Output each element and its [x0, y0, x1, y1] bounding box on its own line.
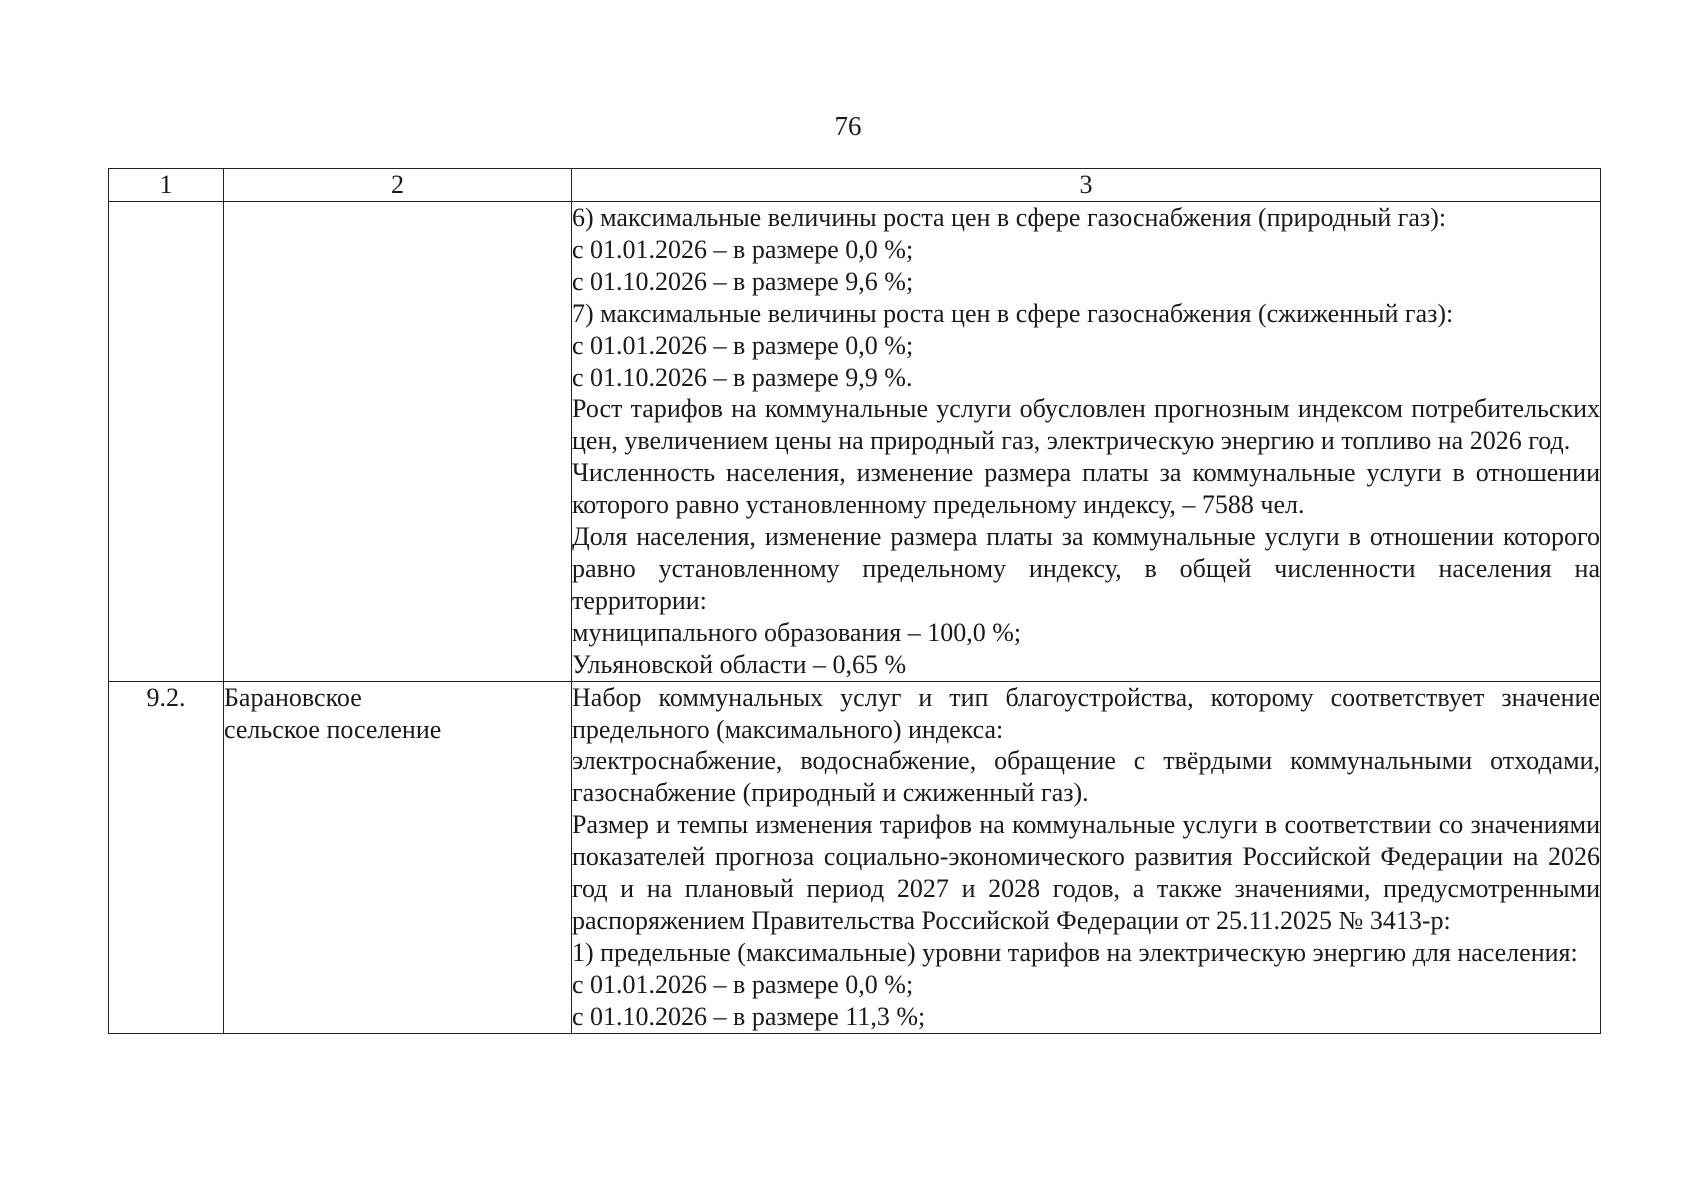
settlement-name-cell: [224, 202, 572, 682]
gas-natural-jan: с 01.01.2026 – в размере 0,0 %;: [572, 234, 914, 264]
tariff-rates-paragraph: Размер и темпы изменения тарифов на коммунальные услуги в соответствии со значениями показателей прогноза социально-экономического развития Российской Федерации на 2026 год и на плановый период 2027 и 2028 годов, а также значениями, предусмотренными распоряжением Правительства Российской Федерации от 25.11.2025 № 3413-р:: [572, 810, 1600, 935]
table-row: [109, 202, 1601, 682]
population-share-paragraph: Доля населения, изменение размера платы за коммунальные услуги в отношении которого равно установленному предельному индексу, в общей численности населения на территории:: [572, 522, 1600, 615]
indices-table: [108, 168, 1601, 1034]
settlement-name-line: сельское поселение: [224, 714, 442, 744]
settlement-name-line: Барановское: [224, 682, 362, 712]
share-municipality: муниципального образования – 100,0 %;: [572, 617, 1022, 647]
services-list-paragraph: электроснабжение, водоснабжение, обращение с твёрдыми коммунальными отходами, газоснабжение (природный и сжиженный газ).: [572, 746, 1600, 808]
population-count-paragraph: Численность населения, изменение размера платы за коммунальные услуги в отношении которого равно установленному предельному индексу, – 7588 чел.: [572, 458, 1600, 520]
table-header-row: [109, 169, 1601, 202]
page-number: 76: [834, 111, 862, 141]
gas-natural-heading: 6) максимальные величины роста цен в сфере газоснабжения (природный газ):: [572, 203, 1447, 232]
settlement-name-cell: [224, 681, 572, 1033]
electric-oct: с 01.10.2026 – в размере 11,3 %;: [572, 1001, 926, 1031]
share-region: Ульяновской области – 0,65 %: [572, 649, 907, 679]
tariff-growth-paragraph: Рост тарифов на коммунальные услуги обусловлен прогнозным индексом потребительских цен, увеличением цены на природный газ, электрическую энергию и топливо на 2026 год.: [572, 394, 1600, 456]
gas-liquefied-oct: с 01.10.2026 – в размере 9,9 %.: [572, 362, 913, 392]
table-row: [109, 681, 1601, 1033]
services-set-paragraph: Набор коммунальных услуг и тип благоустройства, которому соответствует значение предельного (максимального) индекса:: [572, 682, 1600, 744]
column-header-3: 3: [572, 169, 1601, 202]
gas-liquefied-jan: с 01.01.2026 – в размере 0,0 %;: [572, 330, 914, 360]
row-content-cell: [572, 681, 1601, 1033]
electric-jan: с 01.01.2026 – в размере 0,0 %;: [572, 969, 914, 999]
gas-natural-oct: с 01.10.2026 – в размере 9,6 %;: [572, 266, 914, 296]
column-header-1: 1: [109, 169, 224, 202]
electric-limits-paragraph: 1) предельные (максимальные) уровни тарифов на электрическую энергию для населения:: [572, 937, 1578, 967]
row-number-cell: [109, 202, 224, 682]
row-number-cell: 9.2.: [109, 681, 224, 1033]
column-header-2: 2: [224, 169, 572, 202]
gas-liquefied-heading: 7) максимальные величины роста цен в сфере газоснабжения (сжиженный газ):: [572, 298, 1454, 328]
row-content-cell: [572, 202, 1601, 682]
